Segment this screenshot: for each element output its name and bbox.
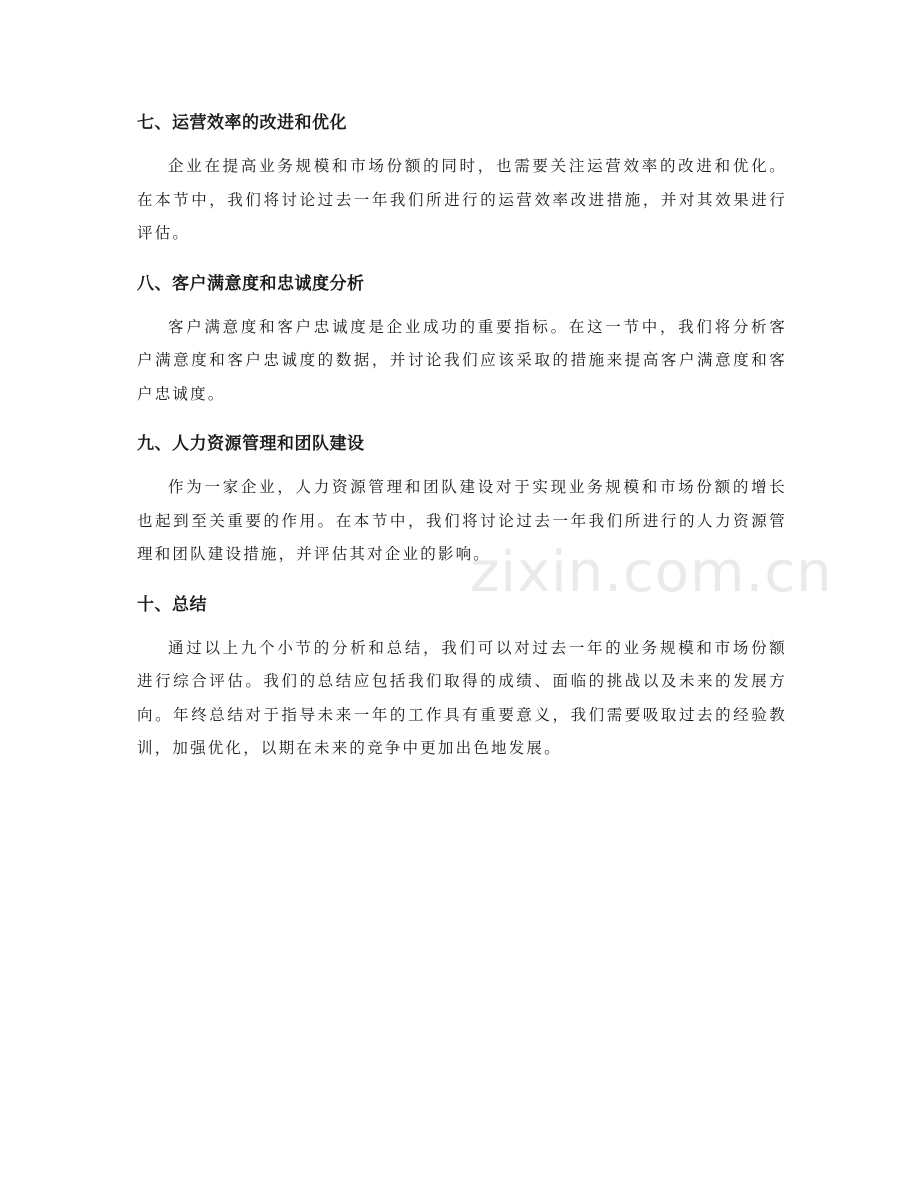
section-paragraph: 作为一家企业，人力资源管理和团队建设对于实现业务规模和市场份额的增长也起到至关重要的作用。在本节中，我们将讨论过去一年我们所进行的人力资源管理和团队建设措施，并评估其对企业的影响。 [137,478,787,563]
section-paragraph: 企业在提高业务规模和市场份额的同时，也需要关注运营效率的改进和优化。在本节中，我们将讨论过去一年我们所进行的运营效率改进措施，并对其效果进行评估。 [137,157,787,242]
watermark: zixin.com.cn [470,540,833,605]
document-content [137,108,787,784]
section-10 [137,590,787,766]
section-heading: 七、运营效率的改进和优化 [137,113,347,133]
section-heading: 十、总结 [137,594,207,615]
section-heading: 九、人力资源管理和团队建设 [137,434,365,454]
section-heading: 八、客户满意度和忠诚度分析 [137,273,365,294]
section-7 [137,108,787,251]
section-8 [137,269,787,412]
section-paragraph: 通过以上九个小节的分析和总结，我们可以对过去一年的业务规模和市场份额进行综合评估。我们的总结应包括我们取得的成绩、面临的挑战以及未来的发展方向。年终总结对于指导未来一年的工作具有重要意义，我们需要吸取过去的经验教训，加强优化，以期在未来的竞争中更加出色地发展。 [137,638,787,757]
section-paragraph: 客户满意度和客户忠诚度是企业成功的重要指标。在这一节中，我们将分析客户满意度和客户忠诚度的数据，并讨论我们应该采取的措施来提高客户满意度和客户忠诚度。 [137,317,787,403]
section-9 [137,429,787,572]
